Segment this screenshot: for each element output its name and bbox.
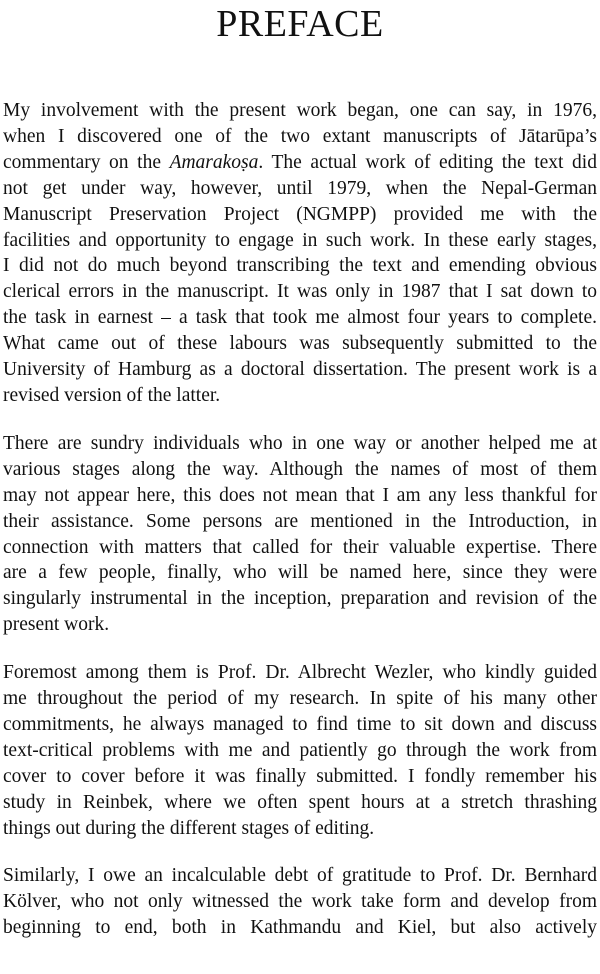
text-line: the task in earnest – a task that took me almost four years to complete. [3, 307, 597, 329]
text-line: Manuscript Preservation Project (NGMPP) provided me with the [3, 203, 597, 225]
paragraph [3, 863, 597, 941]
text-line: facilities and opportunity to engage in such work. In these early stages, [3, 229, 597, 251]
paragraph [3, 98, 597, 409]
text-line: commitments, he always managed to find time to sit down and discuss [3, 713, 597, 735]
text-line: My involvement with the present work began, one can say, in 1976, [3, 100, 597, 121]
preface-body [3, 98, 597, 963]
text-line: University of Hamburg as a doctoral dissertation. The present work is a [3, 359, 597, 381]
italic-title: Amarakoṣa [169, 151, 259, 173]
text-line: I did not do much beyond transcribing the text and emending obvious [3, 255, 597, 277]
text-line: What came out of these labours was subsequently submitted to the [3, 333, 597, 355]
text-line: study in Reinbek, where we often spent hours at a stretch thrashing [3, 791, 597, 813]
text-line: connection with matters that called for their valuable expertise. There [3, 536, 597, 558]
text-line: Kölver, who not only witnessed the work take form and develop from [3, 891, 597, 913]
text-line: revised version of the latter. [3, 384, 221, 406]
text-line: their assistance. Some persons are mentioned in the Introduction, in [3, 510, 597, 532]
text-line: beginning to end, both in Kathmandu and Kiel, but also actively [3, 917, 597, 939]
text-line: present work. [3, 614, 110, 636]
text-line: when I discovered one of the two extant manuscripts of Jātarūpa’s [3, 125, 597, 147]
text-line: cover to cover before it was finally submitted. I fondly remember his [3, 765, 597, 787]
text-line: me throughout the period of my research. In spite of his many other [3, 688, 597, 710]
text-line: things out during the different stages of editing. [3, 817, 375, 839]
paragraph [3, 431, 597, 638]
text-line: Similarly, I owe an incalculable debt of gratitude to Prof. Dr. Bernhard [3, 865, 597, 887]
text-line: are a few people, finally, who will be named here, since they were [3, 562, 597, 584]
page-title: PREFACE [216, 3, 384, 45]
text-line: There are sundry individuals who in one way or another helped me at [3, 432, 597, 454]
text-line: clerical errors in the manuscript. It was only in 1987 that I sat down to [3, 281, 597, 303]
text-line: text-critical problems with me and patiently go through the work from [3, 739, 597, 761]
text-line: various stages along the way. Although the names of most of them [3, 458, 597, 480]
paragraph [3, 660, 597, 841]
text-line: singularly instrumental in the inception, preparation and revision of the [3, 588, 597, 610]
text-line: commentary on the Amarakoṣa. The actual work of editing the text did [3, 151, 597, 173]
text-line: may not appear here, this does not mean that I am any less thankful for [3, 484, 597, 506]
text-line: not get under way, however, until 1979, when the Nepal-German [3, 177, 597, 199]
text-line: Foremost among them is Prof. Dr. Albrecht Wezler, who kindly guided [3, 662, 597, 684]
